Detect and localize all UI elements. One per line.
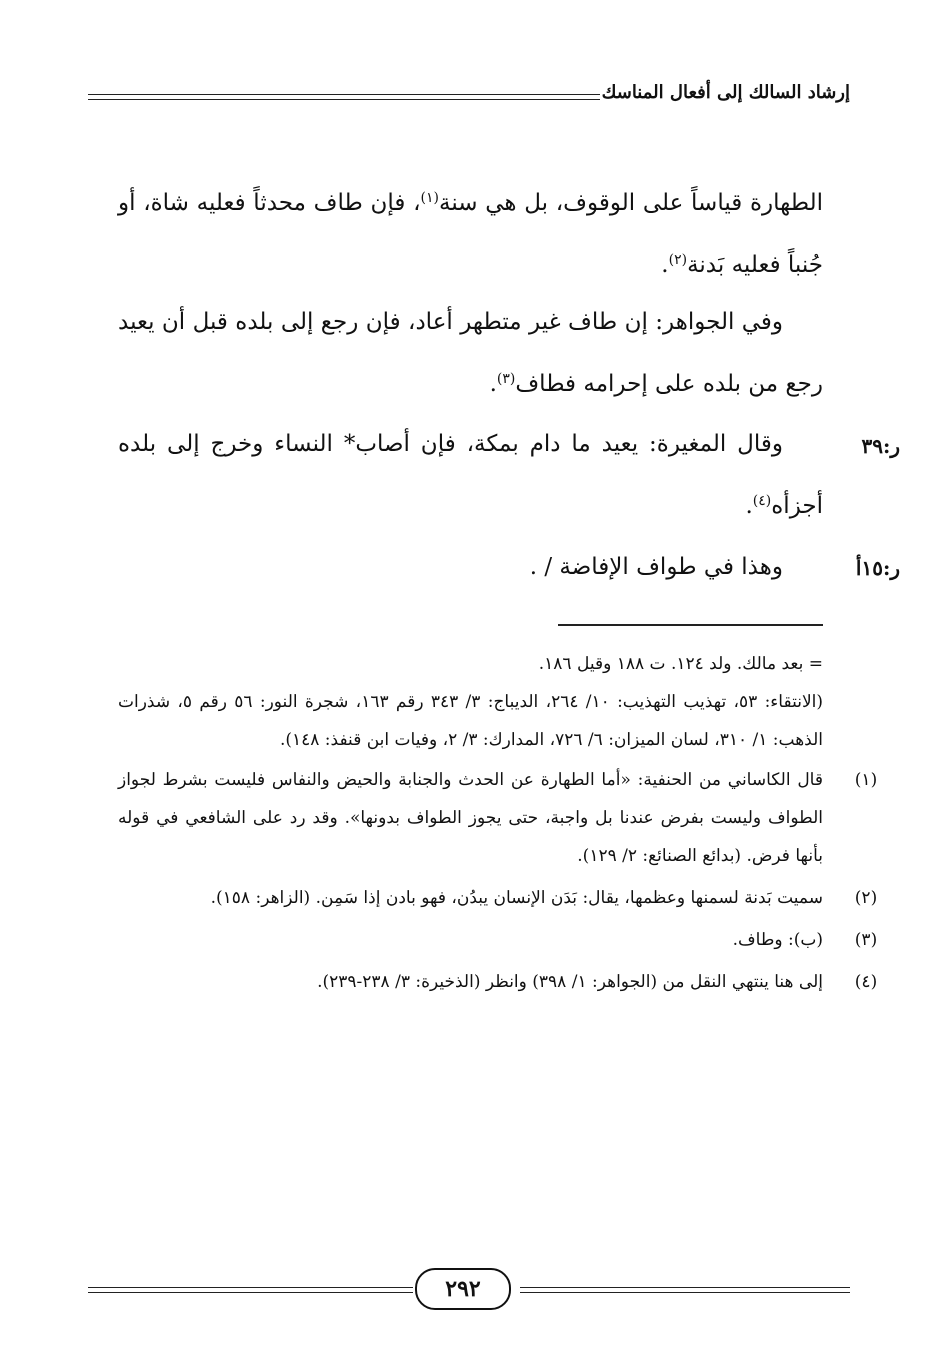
footnote-4-number: (٤) [854,972,878,992]
footnote-3-number: (٣) [854,930,878,950]
footnote-marker-3: (٣) [496,371,516,387]
footnote-continuation-rest: (الانتقاء: ٥٣، تهذيب التهذيب: ١٠/ ٢٦٤، الديباج: ٣/ ٣٤٣ رقم ١٦٣، شجرة النور: ٥٦ رقم ٥، شذرات الذهب: ١/ ٣١٠، لسان الميزان: ٦/ ٧٢٦، المدارك: ٣/ ٢، وفيات ابن قنفذ: ١٤٨). [118,692,823,750]
footnotes [118,645,878,1005]
footnote-2 [118,879,878,917]
paragraph-4 [118,539,823,596]
paragraph-3 [118,416,823,535]
paragraph-4-text: وهذا في طواف الإفاضة / . [529,554,783,580]
footnote-1-text: قال الكاساني من الحنفية: «أما الطهارة عن الحدث والجنابة والحيض والنفاس فليست بشرط لجواز الطواف وليست بفرض عندنا بل واجبة، حتى يجوز الطواف بدونها». وقد رد على الشافعي في قوله بأنها فرض. (بدائع الصنائع: ٢/ ١٢٩). [118,770,823,866]
paragraph-2-text-c: . [489,371,497,397]
paragraph-2-text-a: وفي الجواهر: إن طاف غير متطهر أعاد، فإن رجع إلى بلده قبل أن يعيد رجع من بلده على إحرامه فطاف [118,309,823,397]
footnote-continuation [118,645,823,759]
page-number: ٢٩٢ [415,1268,511,1310]
paragraph-3-text-a: وقال المغيرة: يعيد ما دام بمكة، فإن أصاب* النساء وخرج إلى بلده أجزأه [118,431,823,519]
footnote-2-text: سميت بَدنة لسمنها وعظمها، يقال: بَدَن الإنسان يبدُن، فهو بادن إذا سَمِن. (الزاهر: ١٥٨). [210,888,823,908]
book-title: إرشاد السالك إلى أفعال المناسك [592,82,850,103]
footnote-marker-4: (٤) [752,493,772,509]
manuscript-ref-1: ر:٣٩ [861,434,900,458]
footnote-2-number: (٢) [854,888,878,908]
paragraph-1-text-a: الطهارة قياساً على الوقوف، بل هي سنة [438,190,823,216]
footnote-3-text: (ب): وطاف. [732,930,823,950]
footnote-continuation-line-1: = بعد مالك. ولد ١٢٤. ت ١٨٨ وقيل ١٨٦. [538,654,823,674]
footnote-4 [118,963,878,1001]
footer-rule-left [88,1287,413,1293]
running-header [88,82,850,112]
footnote-1 [118,761,878,875]
footnote-marker-1: (١) [420,190,439,206]
paragraph-1-text-b: ، فإن طاف محدثاً فعليه شاة، أو جُنباً فعليه بَدنة [118,190,823,278]
footnote-3 [118,921,878,959]
header-double-rule [88,94,600,100]
paragraph-1 [118,170,823,294]
footnote-1-number: (١) [854,770,878,790]
paragraph-2 [118,294,823,413]
footer-rule-right [520,1287,850,1293]
manuscript-ref-2: ر:١٥أ [855,556,900,580]
footnote-separator [558,624,823,626]
paragraph-3-text-c: . [745,493,753,519]
footnote-marker-2: (٢) [668,252,688,268]
paragraph-1-text-c: . [661,252,669,278]
footnote-4-text: إلى هنا ينتهي النقل من (الجواهر: ١/ ٣٩٨) وانظر (الذخيرة: ٣/ ٢٣٨-٢٣٩). [317,972,823,992]
